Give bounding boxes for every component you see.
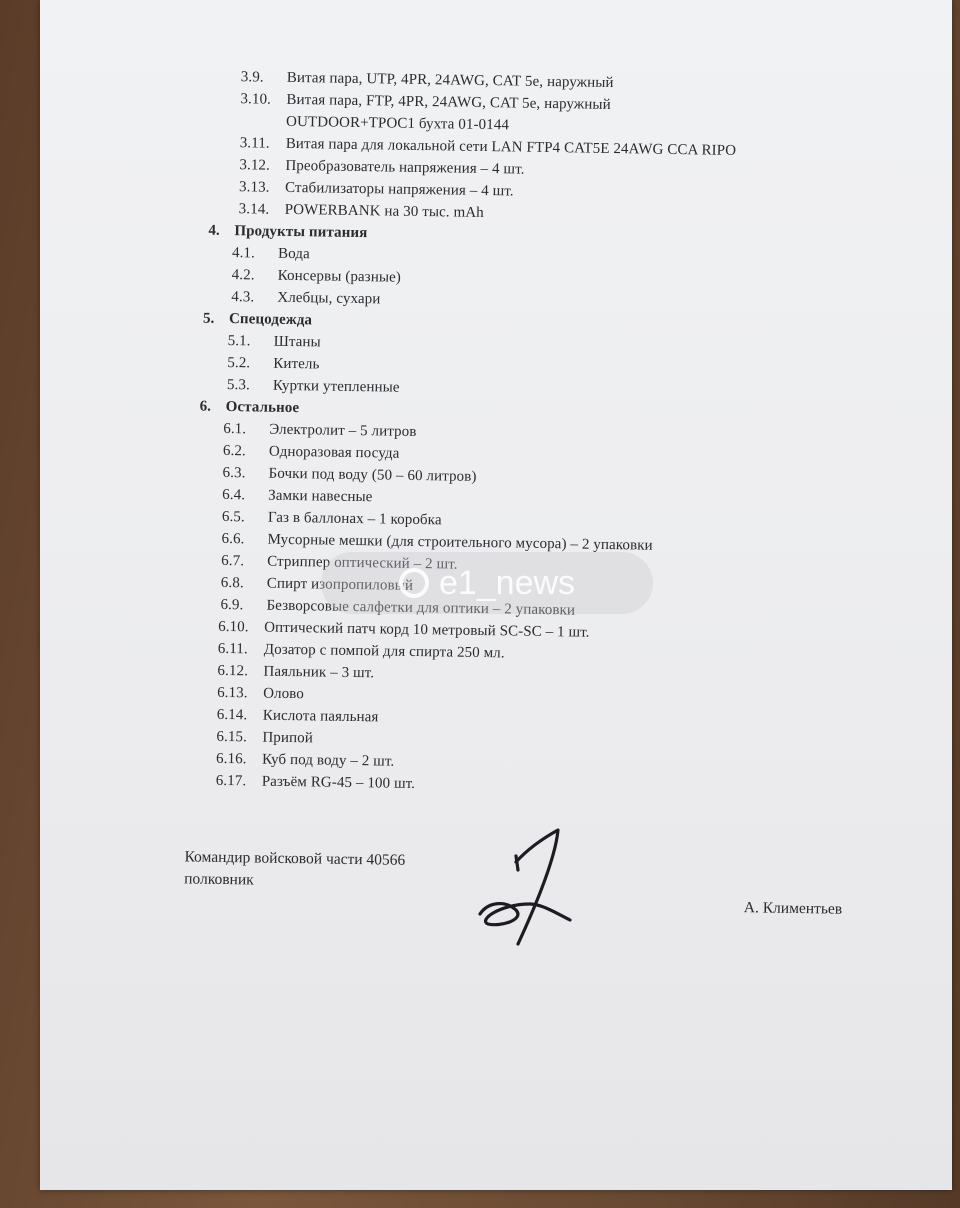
list-item: 6.6. Мусорные мешки (для строительного мусора) – 2 упаковки: [221, 530, 653, 554]
list-item: 6.11. Дозатор с помпой для спирта 250 мл.: [217, 640, 505, 662]
list-item: 5.2. Китель: [227, 354, 320, 373]
list-item: 6.15. Припой: [216, 728, 314, 747]
list-item: 6.4. Замки навесные: [222, 486, 373, 506]
list-item: 4.3. Хлебцы, сухари: [231, 289, 381, 308]
list-item: 6.3. Бочки под воду (50 – 60 литров): [222, 464, 477, 485]
list-item: 3.10. Витая пара, FTP, 4PR, 24AWG, CAT 5e, наружный: [240, 91, 611, 113]
list-item: 6.9. Безворсовые салфетки для оптики – 2 упаковки: [220, 596, 576, 619]
list-item: 5.1. Штаны: [227, 332, 321, 351]
list-item: 4.1. Вода: [231, 245, 310, 263]
list-item: 6.14. Кислота паяльная: [216, 706, 379, 726]
list-item: 3.12. Преобразователь напряжения – 4 шт.: [239, 157, 525, 178]
list-item: 3.11. Витая пара для локальной сети LAN FTP4 CAT5E 24AWG CCA RIPO: [239, 135, 737, 159]
signatory-rank: полковник: [184, 870, 254, 889]
section-heading: 4. Продукты питания: [208, 222, 368, 242]
list-item: 3.9. Витая пара, UTP, 4PR, 24AWG, CAT 5e, наружный: [240, 69, 614, 92]
list-item: 6.10. Оптический патч корд 10 метровый SC-SC – 1 шт.: [218, 618, 590, 641]
list-item: 6.1. Электролит – 5 литров: [223, 420, 417, 440]
signatory-title: Командир войсковой части 40566: [184, 848, 406, 869]
list-item: 6.7. Стриппер оптический – 2 шт.: [221, 552, 458, 573]
list-item: 6.12. Паяльник – 3 шт.: [217, 662, 375, 682]
list-item: 5.3. Куртки утепленные: [226, 376, 400, 396]
list-item: 6.13. Олово: [217, 684, 305, 703]
handwritten-signature: [470, 822, 580, 957]
list-item-continuation: OUTDOOR+TPOC1 бухта 01-0144: [285, 113, 510, 134]
instagram-icon: [399, 568, 429, 598]
list-item: 6.8. Спирт изопропиловый: [220, 574, 414, 594]
watermark-text: e1_news: [438, 563, 576, 602]
list-item: 6.17. Разъём RG-45 – 100 шт.: [215, 772, 416, 792]
list-item: 6.2. Одноразовая посуда: [222, 442, 400, 462]
signatory-name: А. Климентьев: [743, 899, 843, 918]
list-item: 6.16. Куб под воду – 2 шт.: [215, 750, 395, 770]
list-item: 4.2. Консервы (разные): [231, 267, 402, 286]
list-item: 6.5. Газ в баллонах – 1 коробка: [221, 508, 442, 529]
watermark-badge: [321, 552, 653, 614]
section-heading: 6. Остальное: [199, 398, 300, 417]
section-heading: 5. Спецодежда: [202, 310, 313, 329]
list-item: 3.13. Стабилизаторы напряжения – 4 шт.: [238, 179, 514, 200]
list-item: 3.14. POWERBANK на 30 тыс. mAh: [238, 201, 484, 221]
